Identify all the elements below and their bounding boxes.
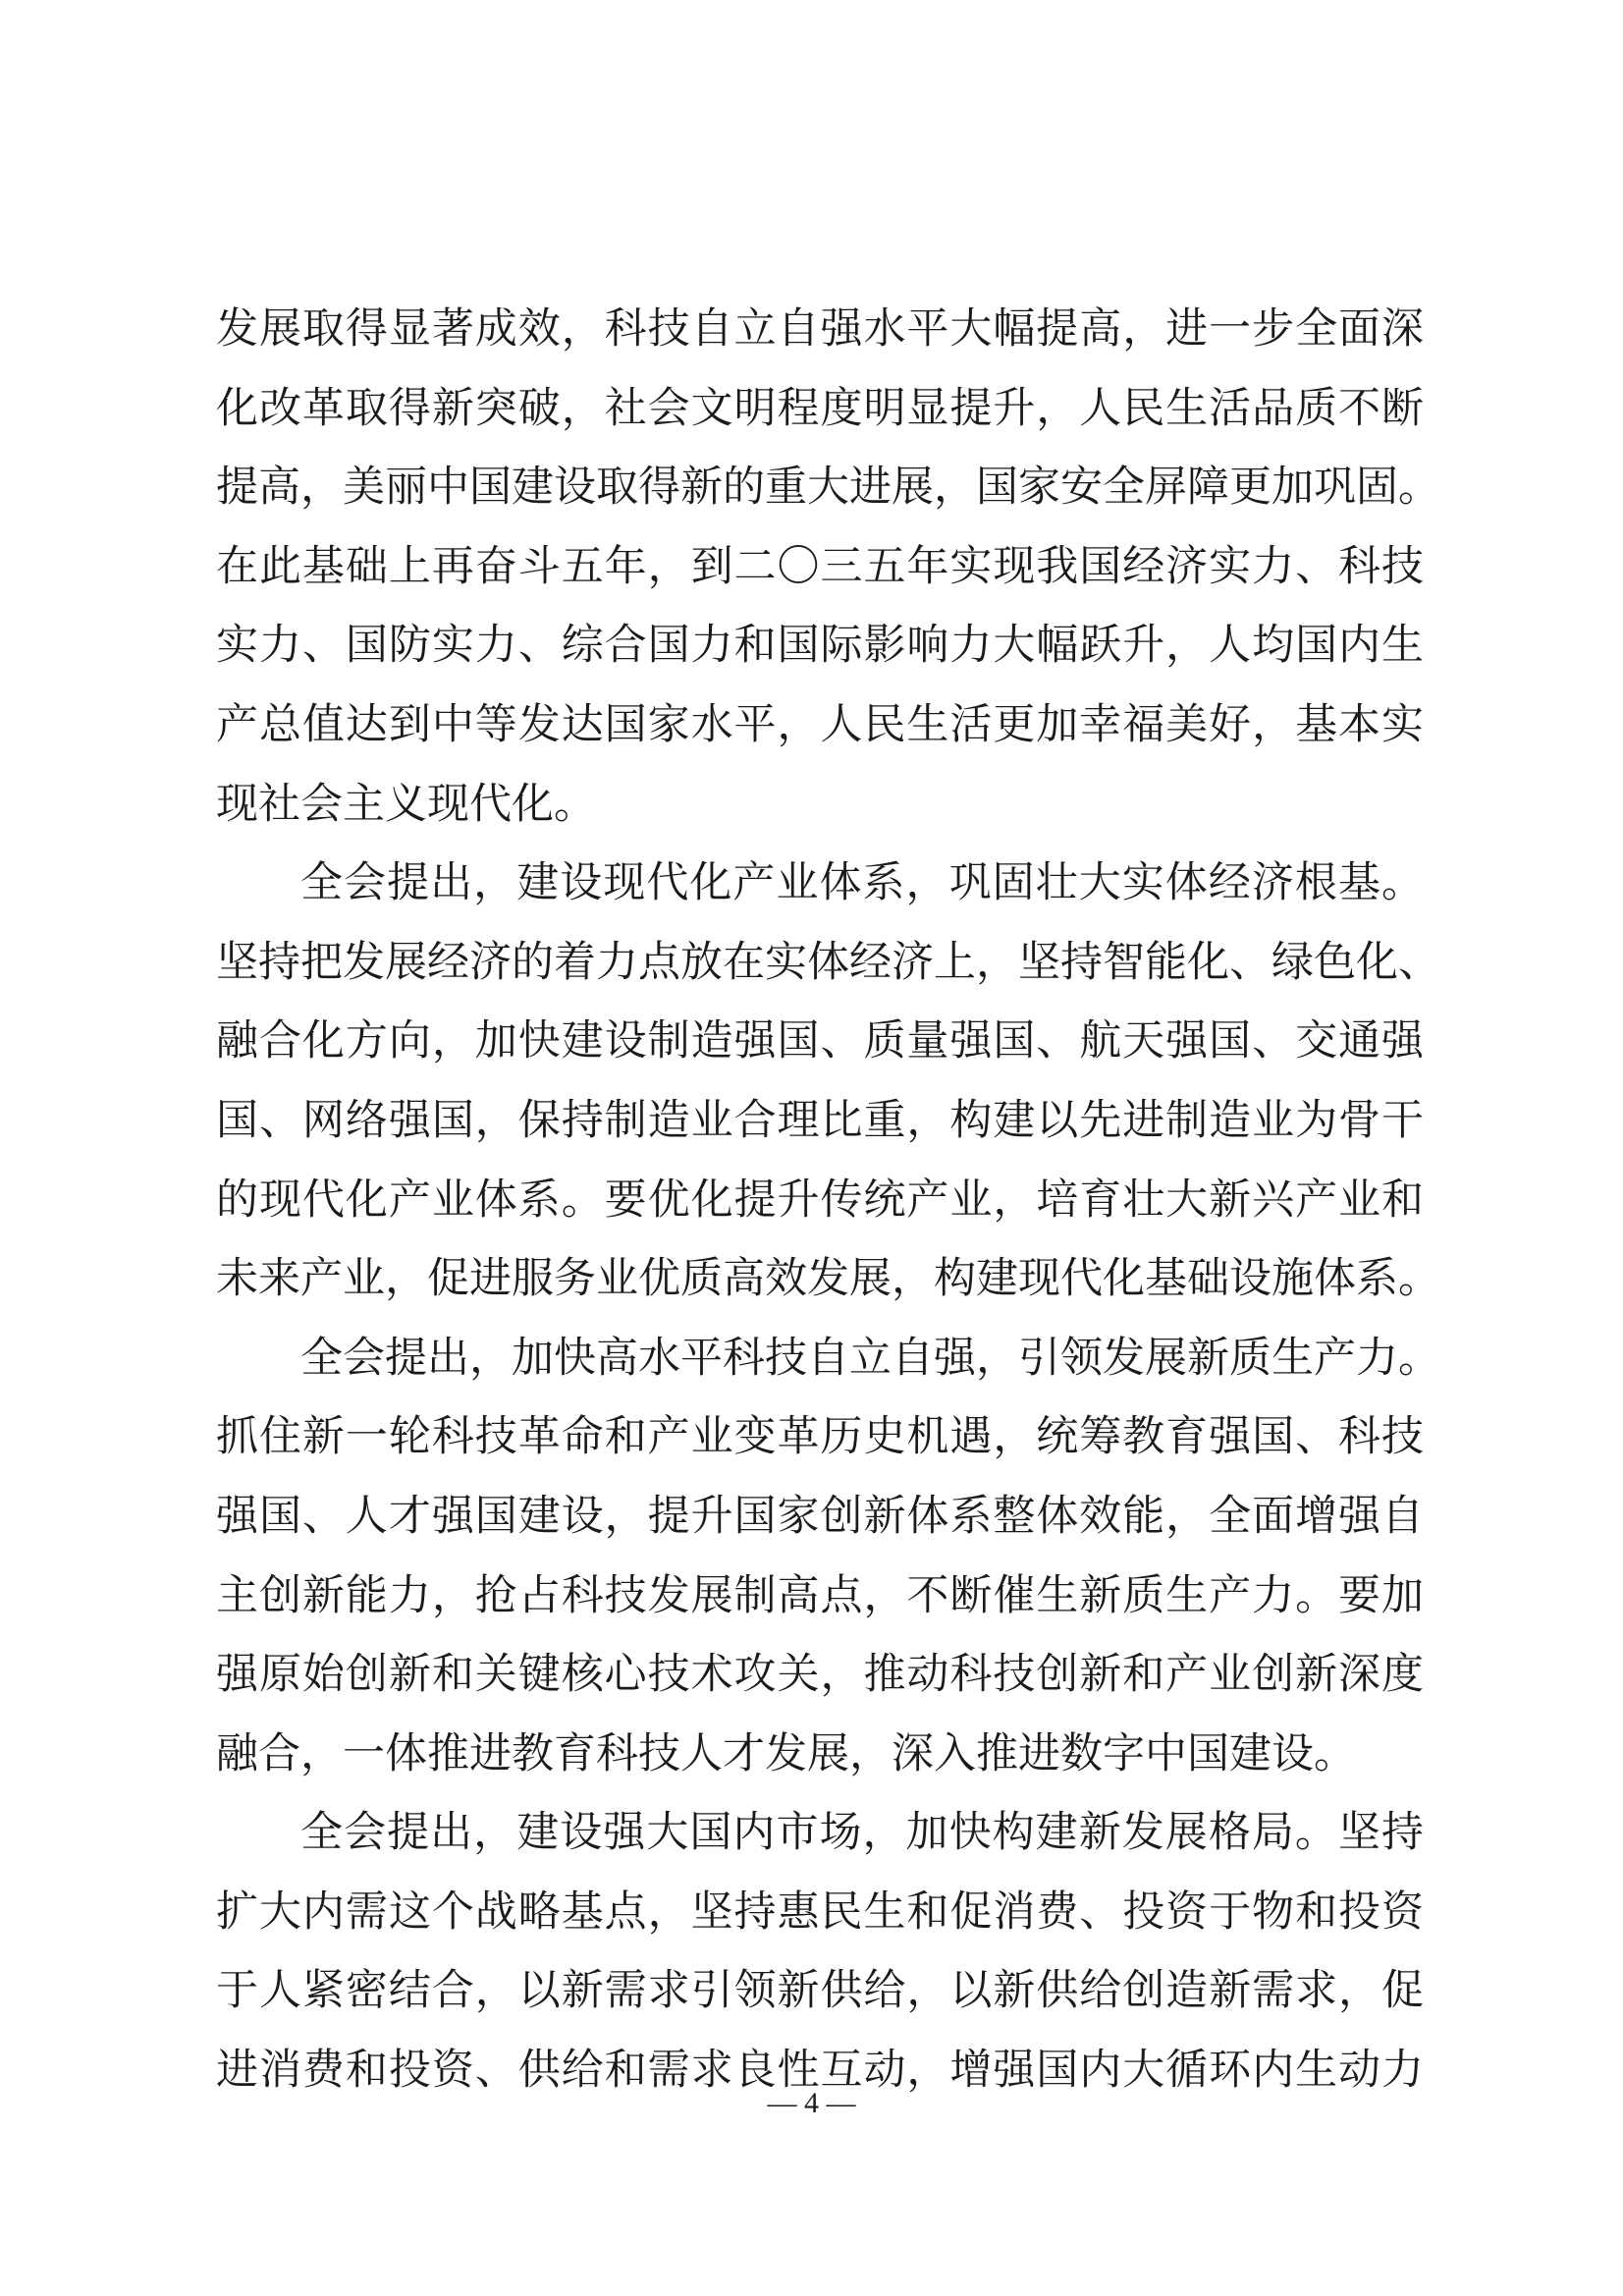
text-line: 发展取得显著成效，科技自立自强水平大幅提高，进一步全面深 [216, 304, 1424, 354]
text-line: 主创新能力，抢占科技发展制高点，不断催生新质生产力。要加 [216, 1570, 1424, 1620]
text-line: 融合，一体推进教育科技人才发展，深入推进数字中国建设。 [216, 1728, 1356, 1778]
text-line: 于人紧密结合，以新需求引领新供给，以新供给创造新需求，促 [216, 1966, 1424, 2016]
text-line: 强原始创新和关键核心技术攻关，推动科技创新和产业创新深度 [216, 1650, 1424, 1700]
text-line: 全会提出，建设强大国内市场，加快构建新发展格局。坚持 [300, 1808, 1424, 1858]
text-line: 抓住新一轮科技革命和产业变革历史机遇，统筹教育强国、科技 [216, 1412, 1424, 1462]
text-line: 未来产业，促进服务业优质高效发展，构建现代化基础设施体系。 [216, 1254, 1440, 1304]
text-line: 实力、国防实力、综合国力和国际影响力大幅跃升，人均国内生 [216, 621, 1424, 671]
text-line: 的现代化产业体系。要优化提升传统产业，培育壮大新兴产业和 [216, 1175, 1424, 1225]
text-line: 进消费和投资、供给和需求良性互动，增强国内大循环内生动力 [216, 2046, 1424, 2096]
text-line: 全会提出，建设现代化产业体系，巩固壮大实体经济根基。 [300, 858, 1424, 908]
text-line: 产总值达到中等发达国家水平，人民生活更加幸福美好，基本实 [216, 699, 1424, 749]
text-line: 现社会主义现代化。 [216, 779, 596, 829]
text-line: 坚持把发展经济的着力点放在实体经济上，坚持智能化、绿色化、 [216, 937, 1440, 987]
text-line: 提高，美丽中国建设取得新的重大进展，国家安全屏障更加巩固。 [216, 463, 1440, 513]
text-line: 融合化方向，加快建设制造强国、质量强国、航天强国、交通强 [216, 1016, 1424, 1066]
text-line: 国、网络强国，保持制造业合理比重，构建以先进制造业为骨干 [216, 1095, 1424, 1145]
text-line: 化改革取得新突破，社会文明程度明显提升，人民生活品质不断 [216, 383, 1424, 433]
body-text [216, 290, 1440, 2110]
page-number: — 4 — [767, 2087, 856, 2119]
text-line: 全会提出，加快高水平科技自立自强，引领发展新质生产力。 [300, 1333, 1440, 1383]
text-line: 在此基础上再奋斗五年，到二〇三五年实现我国经济实力、科技 [216, 541, 1424, 591]
text-line: 扩大内需这个战略基点，坚持惠民生和促消费、投资于物和投资 [216, 1886, 1424, 1937]
text-line: 强国、人才强国建设，提升国家创新体系整体效能，全面增强自 [216, 1491, 1424, 1541]
